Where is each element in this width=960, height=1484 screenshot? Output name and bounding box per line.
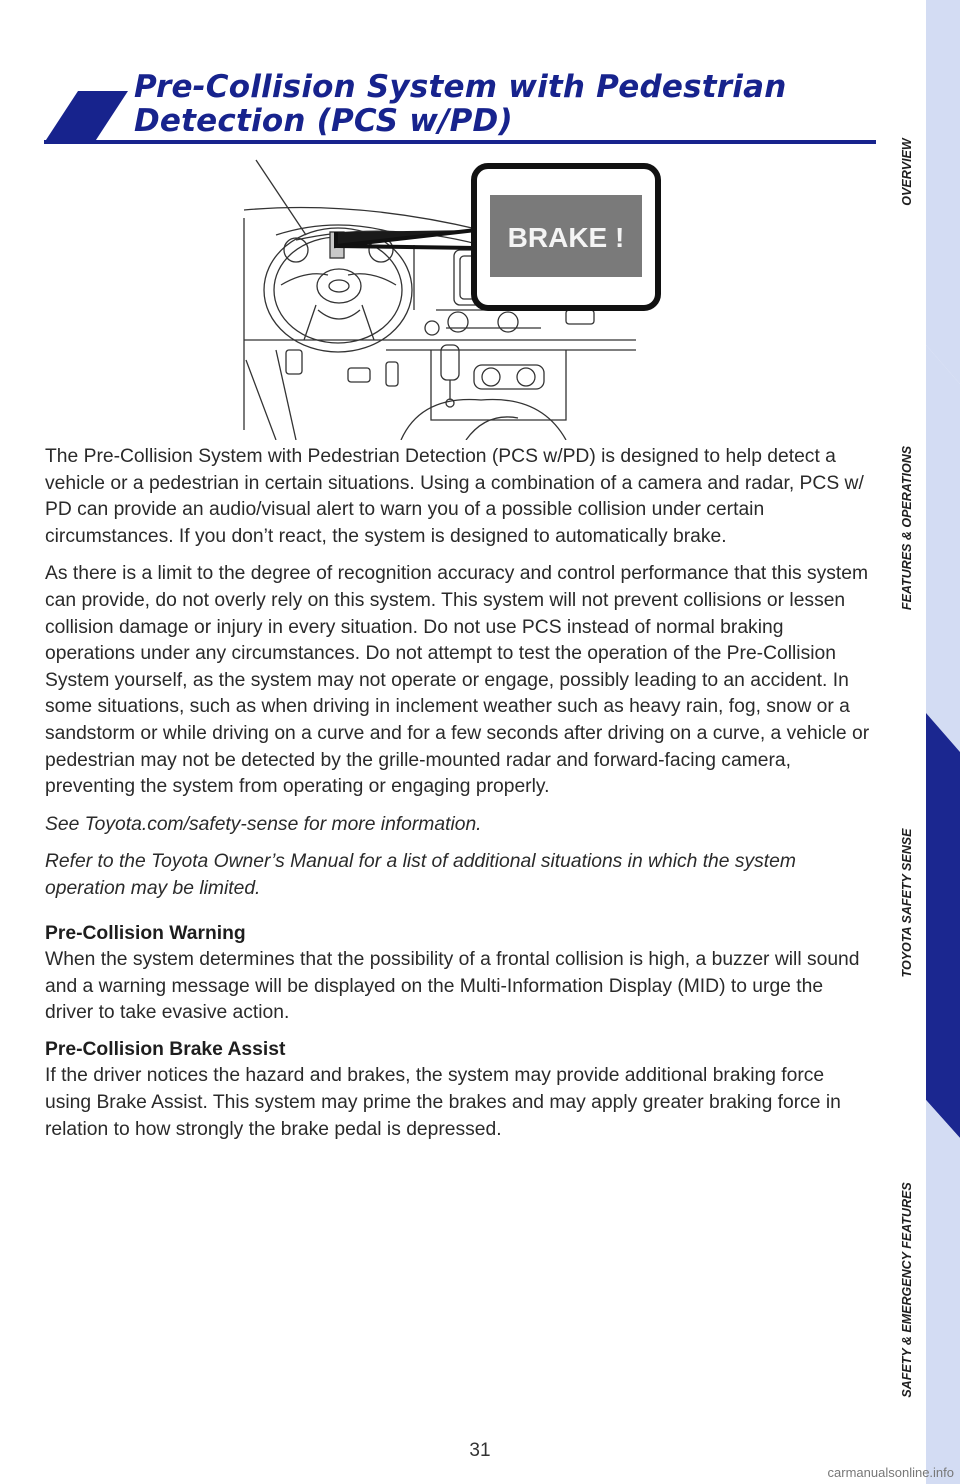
- section-heading: Pre-Collision Brake Assist: [45, 1038, 286, 1060]
- side-tab-navigation: [878, 0, 960, 1484]
- safety-sense-note: See Toyota.com/safety-sense for more information.: [45, 813, 482, 835]
- section-pre-collision-brake-assist: [45, 1037, 871, 1143]
- side-tab-features-operations[interactable]: [900, 345, 960, 752]
- brake-warning-message: BRAKE !: [507, 222, 625, 253]
- side-tab-label: TOYOTA SAFETY SENSE: [900, 828, 914, 978]
- page-title-line-1: Pre-Collision System with Pedestrian: [134, 69, 787, 105]
- dashboard-illustration: [236, 150, 668, 440]
- page-number: 31: [469, 1440, 491, 1461]
- section-text: When the system determines that the possibility of a frontal collision is high, a buzzer will sound and a warning message will be displayed on the Multi-Information Display (MID) to urge the driver to take evasive action.: [45, 949, 860, 1024]
- page-title: [134, 70, 786, 138]
- watermark: carmanualsonline.info: [827, 1465, 954, 1480]
- page-title-line-2: Detection (PCS w/PD): [134, 103, 513, 139]
- side-tab-label: FEATURES & OPERATIONS: [900, 445, 914, 611]
- side-tab-label: OVERVIEW: [900, 138, 914, 206]
- header-accent-flag: [44, 91, 128, 143]
- article-body: [45, 444, 871, 1143]
- title-underline: [44, 140, 876, 144]
- side-tab-safety-emergency-features[interactable]: [900, 1100, 960, 1484]
- section-pre-collision-warning: [45, 921, 871, 1027]
- section-heading: Pre-Collision Warning: [45, 922, 246, 944]
- side-tab-toyota-safety-sense[interactable]: [900, 713, 960, 1138]
- limitations-paragraph: As there is a limit to the degree of recognition accuracy and control performance that this system can provide, do not overly rely on this system. This system will not prevent collisions or lessen collision damage or injury in every situation. Do not use PCS instead of normal braking operations under any circumstances. Do not attempt to test the operation of the Pre-Collision System yourself, as the system may not operate or engage, possibly leading to an accident. In some situations, such as when driving in inclement weather such as heavy rain, fog, snow or a sandstorm or while driving on a curve and for a few seconds after driving on a curve, a vehicle or pedestrian may not be detected by the grille-mounted radar and forward-facing camera, preventing the system from operating or engaging properly.: [45, 563, 870, 798]
- owners-manual-note: Refer to the Toyota Owner’s Manual for a list of additional situations in which the system operation may be limited.: [45, 851, 796, 899]
- side-tab-label: SAFETY & EMERGENCY FEATURES: [900, 1182, 914, 1398]
- side-tab-overview[interactable]: [900, 0, 960, 384]
- intro-paragraph: The Pre-Collision System with Pedestrian Detection (PCS w/PD) is designed to help detect a vehicle or a pedestrian in certain situations. Using a combination of a camera and radar, PCS w/ PD can provide an audio/visual alert to warn you of a possible collision under certain circumstances. If you don’t react, the system is designed to automatically brake.: [45, 446, 864, 547]
- section-text: If the driver notices the hazard and brakes, the system may provide additional braking force using Brake Assist. This system may prime the brakes and may apply greater braking force in relation to how strongly the brake pedal is depressed.: [45, 1065, 841, 1140]
